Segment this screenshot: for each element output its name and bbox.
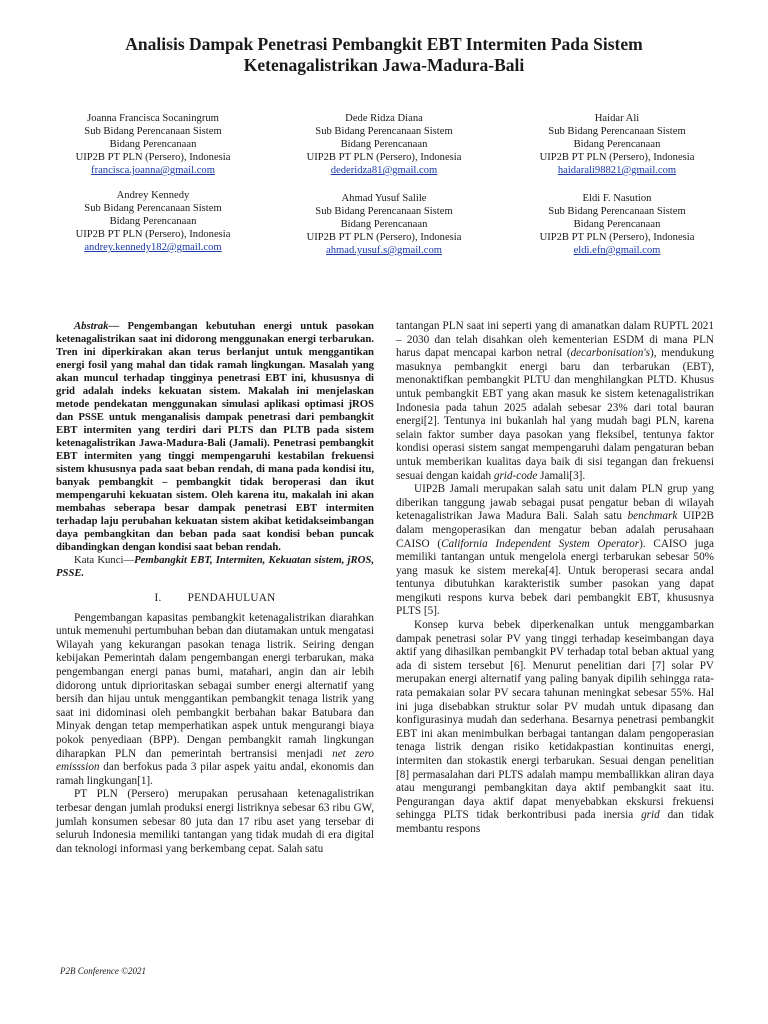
left-column xyxy=(56,320,374,856)
author-name: Joanna Francisca Socaningrum xyxy=(87,113,219,124)
author-block-1 xyxy=(38,112,268,177)
author-dept: Bidang Perencanaan xyxy=(573,219,661,230)
section-title: PENDAHULUAN xyxy=(187,592,276,604)
author-dept: Sub Bidang Perencanaan Sistem xyxy=(84,203,222,214)
text-run: UIP2B Jamali merupakan salah satu unit dalam PLN grup yang diberikan tanggung jawab sebagai pusat pengatur beban di wilayah ketenagalistrikan Jawa Madura Bali. Salah satu xyxy=(396,483,714,523)
section-number: I. xyxy=(154,592,162,604)
author-name: Andrey Kennedy xyxy=(116,190,190,201)
author-org: UIP2B PT PLN (Persero), Indonesia xyxy=(75,152,231,163)
text-run: UIP2B dalam mengoperasikan dan mengatur beban adalah perusahaan CAISO ( xyxy=(396,510,714,550)
italic-run: benchmark xyxy=(627,510,678,523)
author-dept: Sub Bidang Perencanaan Sistem xyxy=(548,206,686,217)
abstract xyxy=(56,320,374,554)
title-line-1: Analisis Dampak Penetrasi Pembangkit EBT Intermiten Pada Sistem xyxy=(125,34,643,54)
author-dept: Bidang Perencanaan xyxy=(340,139,428,150)
author-dept: Bidang Perencanaan xyxy=(109,216,197,227)
author-block-2 xyxy=(269,112,499,177)
italic-run: grid-code xyxy=(493,469,538,482)
author-email-link[interactable]: andrey.kennedy182@gmail.com xyxy=(84,242,222,253)
right-paragraph-2 xyxy=(396,483,714,619)
intro-paragraph-1-end: dan berfokus pada 3 pilar aspek yaitu andal, ekonomis dan ramah lingkungan[1]. xyxy=(56,761,374,787)
right-paragraph-3 xyxy=(396,619,714,837)
author-name: Dede Ridza Diana xyxy=(345,113,423,124)
author-email-link[interactable]: dederidza81@gmail.com xyxy=(330,165,438,176)
author-org: UIP2B PT PLN (Persero), Indonesia xyxy=(306,232,462,243)
title-line-2: Ketenagalistrikan Jawa-Madura-Bali xyxy=(243,55,525,75)
author-block-4 xyxy=(38,189,268,254)
keywords-text: Pembangkit EBT, Intermiten, Kekuatan sistem, jROS, PSSE. xyxy=(56,554,374,579)
author-org: UIP2B PT PLN (Persero), Indonesia xyxy=(306,152,462,163)
author-email-link[interactable]: francisca.joanna@gmail.com xyxy=(91,165,215,176)
text-run: tantangan PLN saat ini seperti yang di amanatkan dalam RUPTL 2021 – 2030 dan telah disahkan oleh kementerian ESDM di mana PLN harus dapat mencapai karbon netral ( xyxy=(396,320,714,360)
author-org: UIP2B PT PLN (Persero), Indonesia xyxy=(75,229,231,240)
italic-run: decarbonisation's xyxy=(570,347,651,360)
author-name: Haidar Ali xyxy=(594,113,640,124)
italic-run: grid xyxy=(641,809,660,822)
author-org: UIP2B PT PLN (Persero), Indonesia xyxy=(539,232,695,243)
author-dept: Sub Bidang Perencanaan Sistem xyxy=(315,126,453,137)
abstract-text: Pengembangan kebutuhan energi untuk pasokan ketenagalistrikan saat ini didorong menggunakan energi terbarukan. Tren ini diperkirakan akan terus berlanjut untuk menggantikan energi fosil yang mahal dan tidak ramah lingkungan. Masalah yang akan muncul terhadap tingginya penetrasi EBT ini, khususnya di grid adalah indeks kekuatan sistem. Makalah ini menjelaskan metode pendekatan menggunakan simulasi aplikasi optimasi jROS dan PSSE untuk menganalisis dampak penetrasi dari pembangkit EBT intermiten yang terdiri dari PLTS dan PLTB pada sistem ketenagalistrikan Jawa-Madura-Bali (Jamali). Penetrasi pembangkit EBT intermiten yang tinggi mempengaruhi kestabilan frekuensi sistem khususnya pada saat beban rendah, di mana pada kondisi itu, banyak pembangkit – pembangkit tidak beroperasi dan ikut mempengaruhi kekuatan sistem. Oleh karena itu, makalah ini akan membahas seberapa besar dampak penetrasi EBT intermiten terhadap laju perubahan kekuatan sistem akibat ketidakseimbangan daya pembangkitan dan beban pada saat kondisi beban puncak dibandingkan dengan kondisi saat beban rendah. xyxy=(56,320,374,553)
text-run: Jamali[3]. xyxy=(537,469,586,482)
author-dept: Sub Bidang Perencanaan Sistem xyxy=(315,206,453,217)
text-run: dan tidak membantu respons xyxy=(396,809,714,835)
author-org: UIP2B PT PLN (Persero), Indonesia xyxy=(539,152,695,163)
author-block-5 xyxy=(269,192,499,257)
keywords xyxy=(56,554,374,580)
intro-paragraph-2: PT PLN (Persero) merupakan perusahaan ketenagalistrikan terbesar dengan jumlah produksi energi listriknya sebesar 63 ribu GW, jumlah konsumen sebesar 80 juta dan 17 ribu aset yang tersebar di seluruh Indonesia memiliki tantangan yang tidak mudah di era digital dan teknologi informasi yang berkembang cepat. Salah satu xyxy=(56,788,374,855)
paper-title xyxy=(40,34,728,76)
section-heading-introduction xyxy=(56,592,374,606)
page-footer: P2B Conference ©2021 xyxy=(60,966,146,976)
author-name: Ahmad Yusuf Salile xyxy=(341,193,427,204)
intro-paragraph-1-text: Pengembangan kapasitas pembangkit ketenagalistrikan diarahkan untuk memenuhi pertumbuhan beban dan diutamakan untuk mengatasi Wilayah yang kekurangan pasokan tenaga listrik. Seiring dengan kebijakan Pemerintah dalam pengembangan energi terbarukan, maka pengembangan energi panas bumi, matahari, angin dan air lebih didorong untuk diprioritaskan sebagai sumber energi alternatif yang bersih dan hijau untuk menggantikan pembangkit tenaga listrik yang saat ini didominasi oleh pembangkit berbahan bakar Batubara dan Minyak dengan tetap memperhatikan aspek untuk mengurangi biaya pokok penyediaan (BPP). Dengan pembangkit ramah lingkungan diharapkan PLN dan pemerintah bertransisi menjadi xyxy=(56,611,374,760)
keywords-label: Kata Kunci— xyxy=(74,554,135,566)
author-dept: Sub Bidang Perencanaan Sistem xyxy=(548,126,686,137)
abstract-label: Abstrak xyxy=(74,320,109,332)
author-email-link[interactable]: haidarali98821@gmail.com xyxy=(557,165,677,176)
text-run: ). CAISO juga memiliki tantangan untuk mengelola energi terbarukan sebesar 50% yang masuk ke sistem mereka[4]. Untuk beroperasi secara andal tentunya dibutuhkan karakteristik sumber pasokan yang dapat mengikuti respons kurva bebek dari pembangkit EBT, khususnya PLTS [5]. xyxy=(396,537,715,618)
right-column xyxy=(396,320,714,837)
right-paragraph-1 xyxy=(396,320,714,483)
author-name: Eldi F. Nasution xyxy=(582,193,652,204)
author-dept: Bidang Perencanaan xyxy=(109,139,197,150)
intro-paragraph-1 xyxy=(56,612,374,789)
author-dept: Bidang Perencanaan xyxy=(340,219,428,230)
intro-paragraph-1-italic: net zero emisssion xyxy=(56,747,374,774)
text-run: ), mendukung masuknya pembangkit energi baru dan terbarukan (EBT), menonaktifkan pembangkit PLTU dan menghilangkan PLTD. Khusus untuk pembangkit EBT yang akan masuk ke sistem ketenagalistrikan Indonesia pada tahun 2025 adalah sebesar 23% dari total bauran energi[2]. Tentunya ini bukanlah hal yang mudah bagi PLN, karena selain faktor sumber daya pasokan yang fleksibel, tentunya faktor kondisi operasi sistem sangat mempengaruhi dalam pengaturan beban untuk memberikan kualitas daya baik di sisi tegangan dan frekuensi sesuai dengan kaidah xyxy=(396,347,714,482)
author-dept: Bidang Perencanaan xyxy=(573,139,661,150)
abstract-dash: — xyxy=(108,320,128,332)
italic-run: California Independent System Operator xyxy=(441,537,640,550)
text-run: Konsep kurva bebek diperkenalkan untuk menggambarkan dampak penetrasi solar PV yang tinggi terhadap keseimbangan daya aktif yang dihasilkan pembangkit PV terhadap total beban aktual yang ada di sistem tersebut [6]. Menurut penelitian dari [7] solar PV merupakan energi alternatif yang paling banyak dipilih sehingga rata-rata pemakaian solar PV secara tahunan meningkat sebesar 55%. Hal ini juga disebabkan struktur solar PV mudah untuk dipasang dan konfigurasinya mudah dan sederhana. Besarnya penetrasi pembangkit EBT ini akan menimbulkan berbagai tantangan dalam pengoperasian tenaga listrik dengan risiko ketidakpastian kontinuitas energi, intermiten dan stokastik energi terbarukan. Sesuai dengan penelitian [8] permasalahan dari PLTS adalah mampu memballikkan aliran daya atau mengurangi pembangkitan daya aktif pembangkit saat itu. Pengurangan daya aktif dapat menyebabkan ekskursi frekuensi sehingga PLTS tidak berkontribusi pada inersia xyxy=(396,619,714,822)
author-block-6 xyxy=(502,192,732,257)
author-dept: Sub Bidang Perencanaan Sistem xyxy=(84,126,222,137)
author-email-link[interactable]: ahmad.yusuf.s@gmail.com xyxy=(326,245,442,256)
author-block-3 xyxy=(502,112,732,177)
author-email-link[interactable]: eldi.efn@gmail.com xyxy=(573,245,661,256)
